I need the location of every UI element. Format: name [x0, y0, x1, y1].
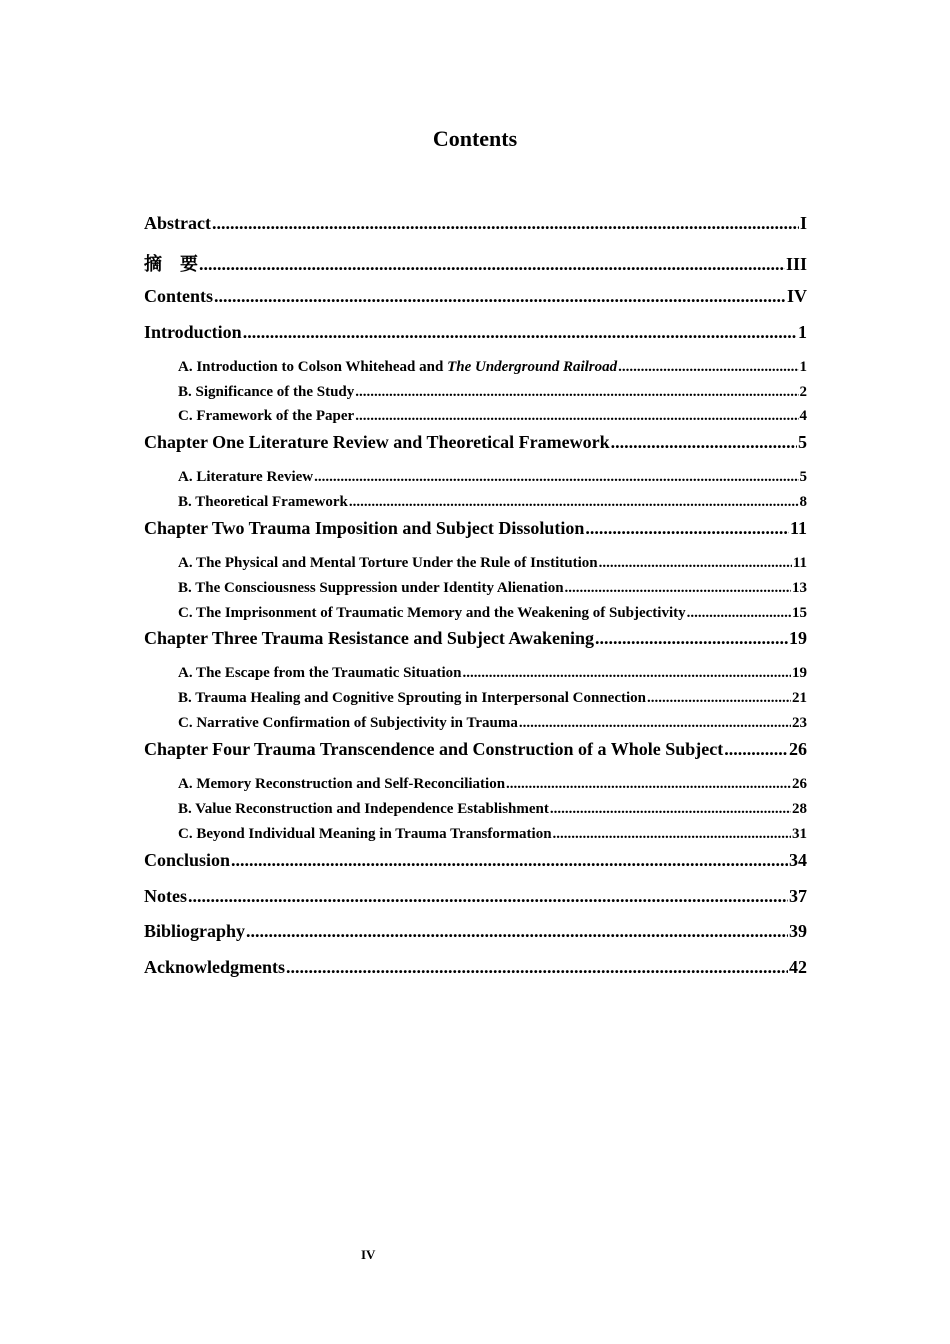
toc-subentry[interactable]	[178, 690, 807, 707]
toc-entry-page: 26	[792, 776, 807, 792]
toc-entry-chapter-four[interactable]	[144, 739, 807, 760]
dot-leader	[212, 213, 799, 234]
dot-leader	[585, 518, 789, 539]
toc-subentry[interactable]	[178, 605, 807, 622]
toc-entry-abstract[interactable]	[144, 213, 807, 234]
toc-entry-page: 4	[799, 408, 807, 424]
toc-entry-label: Acknowledgments	[144, 957, 286, 977]
dot-leader	[618, 359, 798, 376]
toc-entry-chapter-one[interactable]	[144, 432, 807, 453]
toc-entry-page: 5	[798, 432, 807, 452]
toc-entry-label: Chapter Three Trauma Resistance and Subject Awakening	[144, 628, 595, 648]
toc-entry-label: C. Framework of the Paper	[178, 408, 355, 424]
dot-leader	[355, 384, 798, 401]
toc-entry-page: 34	[789, 850, 807, 870]
toc-entry-page: 5	[799, 469, 807, 485]
toc-entry-page: 42	[789, 957, 807, 977]
toc-entry-acknowledgments[interactable]	[144, 957, 807, 978]
dot-leader	[214, 286, 786, 307]
toc-entry-chinese-abstract[interactable]	[144, 250, 807, 276]
toc-entry-page: 1	[798, 322, 807, 342]
dot-leader	[724, 739, 788, 760]
toc-entry-page: 37	[789, 886, 807, 906]
toc-entry-label: Chapter Four Trauma Transcendence and Construction of a Whole Subject	[144, 739, 724, 759]
dot-leader	[506, 776, 791, 793]
toc-entry-notes[interactable]	[144, 886, 807, 907]
toc-entry-page: 28	[792, 801, 807, 817]
toc-entry-page: 8	[799, 494, 807, 510]
toc-entry-label: Introduction	[144, 322, 242, 342]
dot-leader	[199, 254, 785, 275]
toc-entry-chapter-three[interactable]	[144, 628, 807, 649]
toc-entry-page: 39	[789, 921, 807, 941]
toc-entry-label: Bibliography	[144, 921, 246, 941]
dot-leader	[550, 801, 791, 818]
toc-entry-page: IV	[786, 286, 807, 306]
toc-subentry[interactable]	[178, 384, 807, 401]
toc-entry-page: 11	[792, 555, 807, 571]
dot-leader	[231, 850, 788, 871]
page-number-footer: IV	[361, 1247, 376, 1262]
toc-subentry[interactable]	[178, 580, 807, 597]
toc-entry-page: I	[799, 213, 807, 233]
dot-leader	[647, 690, 791, 707]
toc-entry-page: 1	[799, 359, 807, 375]
dot-leader	[349, 494, 799, 511]
toc-entry-label: Contents	[144, 286, 214, 306]
toc-entry-label: B. Theoretical Framework	[178, 494, 348, 510]
toc-entry-label: Conclusion	[144, 850, 231, 870]
toc-entry-page: 23	[792, 715, 807, 731]
toc-subentry[interactable]	[178, 469, 807, 486]
dot-leader	[595, 628, 788, 649]
dot-leader	[611, 432, 797, 453]
dot-leader	[462, 665, 791, 682]
toc-entry-label-text: A. Introduction to Colson Whitehead and	[178, 359, 448, 375]
toc-entry-page: 19	[792, 665, 807, 681]
toc-entry-label: C. Narrative Confirmation of Subjectivity in Trauma	[178, 715, 518, 731]
toc-subentry[interactable]	[178, 408, 807, 425]
dot-leader	[599, 555, 792, 572]
toc-subentry[interactable]	[178, 715, 807, 732]
toc-entry-page: 19	[789, 628, 807, 648]
dot-leader	[243, 322, 797, 343]
toc-subentry[interactable]	[178, 776, 807, 793]
toc-entry-label: Chapter One Literature Review and Theoretical Framework	[144, 432, 610, 452]
dot-leader	[286, 957, 788, 978]
toc-entry-label: A. Memory Reconstruction and Self-Reconciliation	[178, 776, 506, 792]
toc-subentry[interactable]	[178, 494, 807, 511]
toc-entry-page: 31	[792, 826, 807, 842]
dot-leader	[687, 605, 791, 622]
toc-subentry[interactable]	[178, 826, 807, 843]
toc-entry-label: 摘 要	[144, 254, 198, 274]
toc-entry-label: Notes	[144, 886, 187, 906]
toc-entry-label: C. The Imprisonment of Traumatic Memory and the Weakening of Subjectivity	[178, 605, 686, 621]
toc-subentry[interactable]	[178, 555, 807, 572]
toc-entry-label: B. Significance of the Study	[178, 384, 355, 400]
toc-subentry[interactable]	[178, 359, 807, 376]
toc-entry-bibliography[interactable]	[144, 921, 807, 942]
page-title: Contents	[432, 126, 518, 151]
dot-leader	[553, 826, 791, 843]
toc-entry-page: III	[785, 254, 807, 274]
toc-entry-label: C. Beyond Individual Meaning in Trauma Transformation	[178, 826, 552, 842]
dot-leader	[188, 886, 788, 907]
toc-entry-label	[178, 359, 617, 376]
dot-leader	[246, 921, 788, 942]
toc-entry-contents[interactable]	[144, 286, 807, 307]
toc-entry-introduction[interactable]	[144, 322, 807, 343]
toc-entry-page: 11	[789, 518, 807, 538]
toc-entry-page: 21	[792, 690, 807, 706]
toc-subentry[interactable]	[178, 665, 807, 682]
dot-leader	[355, 408, 798, 425]
toc-entry-label: A. Literature Review	[178, 469, 314, 485]
toc-entry-label: Chapter Two Trauma Imposition and Subject Dissolution	[144, 518, 585, 538]
dot-leader	[565, 580, 791, 597]
toc-entry-page: 26	[789, 739, 807, 759]
toc-entry-label: A. The Escape from the Traumatic Situation	[178, 665, 462, 681]
toc-entry-label: B. Trauma Healing and Cognitive Sprouting in Interpersonal Connection	[178, 690, 646, 706]
toc-entry-chapter-two[interactable]	[144, 518, 807, 539]
toc-entry-page: 2	[799, 384, 807, 400]
toc-entry-page: 13	[792, 580, 807, 596]
toc-entry-conclusion[interactable]	[144, 850, 807, 871]
toc-entry-italic-title: The Underground Railroad	[447, 359, 618, 375]
toc-entry-label: B. Value Reconstruction and Independence Establishment	[178, 801, 549, 817]
toc-entry-page: 15	[792, 605, 807, 621]
toc-entry-label: A. The Physical and Mental Torture Under the Rule of Institution	[178, 555, 598, 571]
toc-subentry[interactable]	[178, 801, 807, 818]
toc-entry-label: B. The Consciousness Suppression under Identity Alienation	[178, 580, 564, 596]
toc-entry-label: Abstract	[144, 213, 211, 233]
dot-leader	[519, 715, 791, 732]
dot-leader	[314, 469, 798, 486]
